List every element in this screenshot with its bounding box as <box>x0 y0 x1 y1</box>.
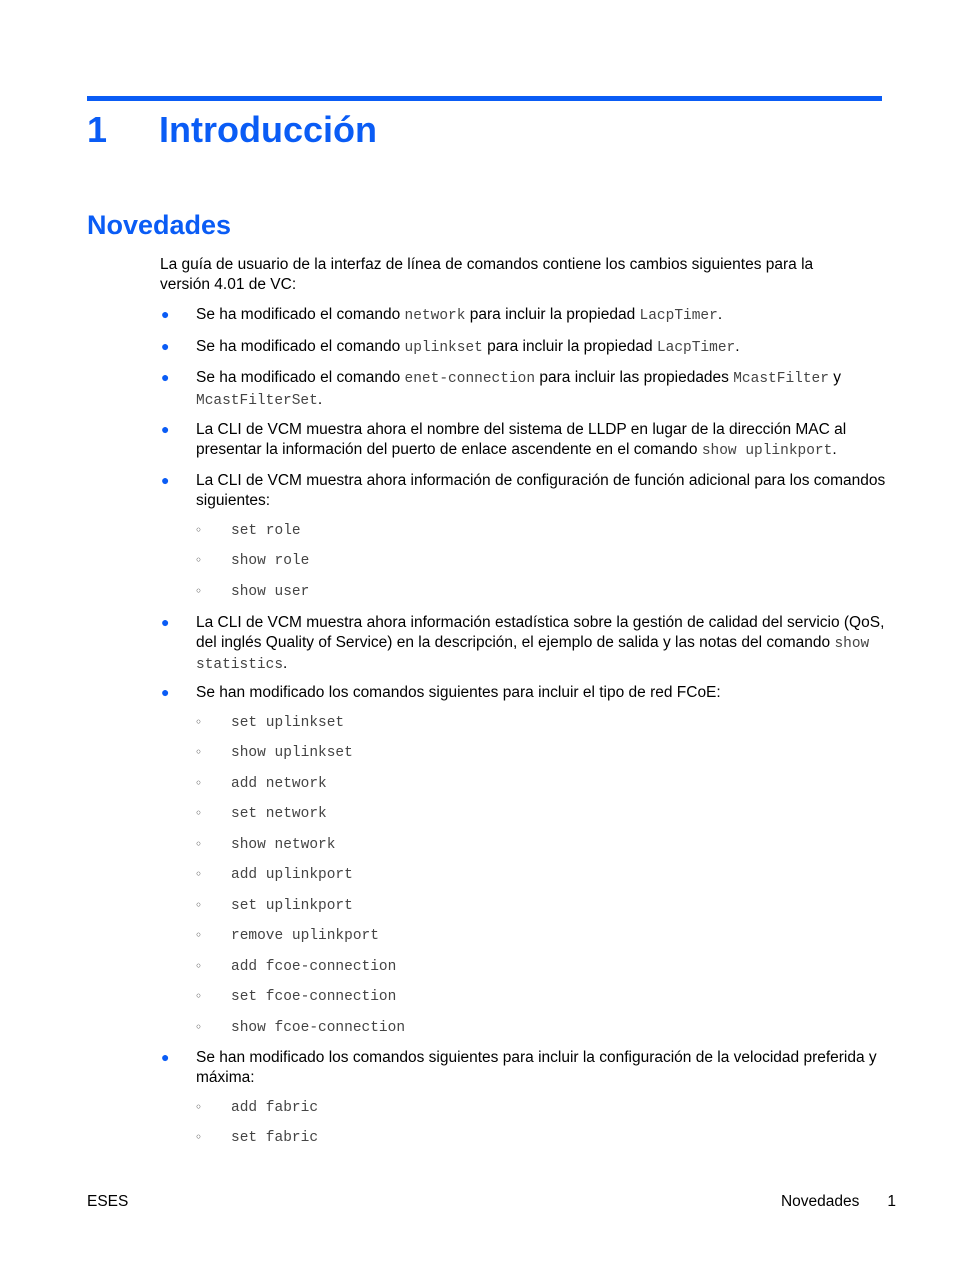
sub-list-item: ◦ set fabric <box>195 1130 319 1146</box>
bullet-icon: ● <box>161 338 170 354</box>
circle-bullet-icon: ◦ <box>195 745 203 759</box>
circle-bullet-icon: ◦ <box>195 523 203 537</box>
circle-bullet-icon: ◦ <box>195 584 203 598</box>
circle-bullet-icon: ◦ <box>195 776 203 790</box>
bullet-icon: ● <box>161 369 170 385</box>
sub-list-item: ◦ add fcoe-connection <box>195 959 397 975</box>
list-item: La CLI de VCM muestra ahora información estadística sobre la gestión de calidad del servicio (QoS, del inglés Quality of Service) en la descripción, el ejemplo de salida y las notas del comando show statistics. <box>196 614 885 673</box>
sub-list-item: ◦ set uplinkset <box>195 715 345 731</box>
sub-list-item: ◦ add fabric <box>195 1100 319 1116</box>
circle-bullet-icon: ◦ <box>195 867 203 881</box>
list-item: La CLI de VCM muestra ahora información de configuración de función adicional para los comandos siguientes: <box>196 472 886 509</box>
sub-list-item: ◦ set fcoe-connection <box>195 989 397 1005</box>
chapter-rule <box>87 96 882 101</box>
bullet-icon: ● <box>161 1049 170 1065</box>
sub-list-item: ◦ set uplinkport <box>195 898 353 914</box>
sub-list-item: ◦ add network <box>195 776 327 792</box>
section-title: Novedades <box>87 210 232 240</box>
list-item: Se ha modificado el comando enet-connection para incluir las propiedades McastFilter y McastFilterSet. <box>196 369 842 409</box>
page-number: 1 <box>887 1193 896 1210</box>
footer-locale: ESES <box>87 1193 129 1210</box>
bullet-icon: ● <box>161 421 170 437</box>
footer-section-name: Novedades <box>780 1193 860 1210</box>
sub-list-item: ◦ show role <box>195 553 310 569</box>
circle-bullet-icon: ◦ <box>195 1020 203 1034</box>
list-item: Se han modificado los comandos siguientes para incluir el tipo de red FCoE: <box>196 684 721 701</box>
circle-bullet-icon: ◦ <box>195 959 203 973</box>
sub-list-item: ◦ show user <box>195 584 310 600</box>
bullet-icon: ● <box>161 614 170 630</box>
footer-section <box>781 1193 896 1211</box>
circle-bullet-icon: ◦ <box>195 1130 203 1144</box>
sub-list-item: ◦ show fcoe-connection <box>195 1020 406 1036</box>
list-item: Se ha modificado el comando uplinkset para incluir la propiedad LacpTimer. <box>196 338 740 356</box>
circle-bullet-icon: ◦ <box>195 715 203 729</box>
sub-list-item: ◦ remove uplinkport <box>195 928 379 944</box>
list-item: Se ha modificado el comando network para incluir la propiedad LacpTimer. <box>196 306 723 324</box>
circle-bullet-icon: ◦ <box>195 553 203 567</box>
circle-bullet-icon: ◦ <box>195 1100 203 1114</box>
sub-list-item: ◦ show uplinkset <box>195 745 353 761</box>
intro-paragraph: La guía de usuario de la interfaz de línea de comandos contiene los cambios siguientes para la versión 4.01 de VC: <box>160 256 814 293</box>
sub-list-item: ◦ set role <box>195 523 301 539</box>
bullet-icon: ● <box>161 472 170 488</box>
circle-bullet-icon: ◦ <box>195 837 203 851</box>
sub-list-item: ◦ add uplinkport <box>195 867 353 883</box>
circle-bullet-icon: ◦ <box>195 928 203 942</box>
bullet-icon: ● <box>161 306 170 322</box>
chapter-heading <box>87 106 377 154</box>
bullet-icon: ● <box>161 684 170 700</box>
circle-bullet-icon: ◦ <box>195 806 203 820</box>
chapter-title: Introducción <box>159 109 377 150</box>
circle-bullet-icon: ◦ <box>195 989 203 1003</box>
chapter-number: 1 <box>87 109 108 150</box>
circle-bullet-icon: ◦ <box>195 898 203 912</box>
sub-list-item: ◦ show network <box>195 837 336 853</box>
list-item: La CLI de VCM muestra ahora el nombre del sistema de LLDP en lugar de la dirección MAC al presentar la información del puerto de enlace ascendente en el comando show uplinkport. <box>196 421 847 459</box>
sub-list-item: ◦ set network <box>195 806 327 822</box>
list-item: Se han modificado los comandos siguientes para incluir la configuración de la velocidad preferida y máxima: <box>196 1049 877 1086</box>
